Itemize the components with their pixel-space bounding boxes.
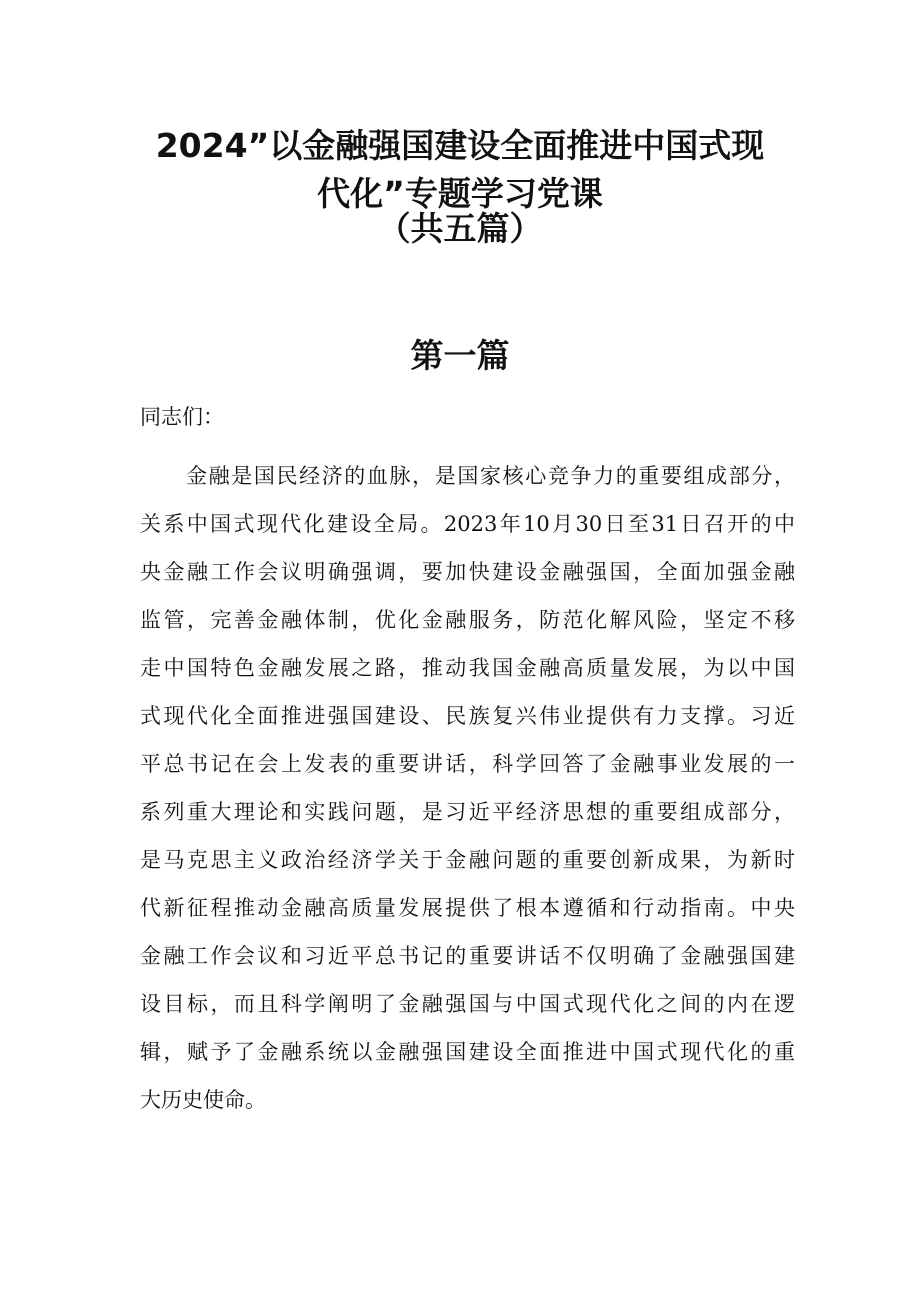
paragraph-line: 央金融工作会议明确强调，要加快建设金融强国，全面加强金融: [140, 560, 795, 584]
paragraph-line: 金融工作会议和习近平总书记的重要讲话不仅明确了金融强国建: [140, 944, 795, 968]
paragraph-line: 系列重大理论和实践问题，是习近平经济思想的重要组成部分，: [140, 800, 795, 824]
document-title-line-3: （共五篇）: [377, 209, 543, 248]
paragraph-line: 大历史使命。: [140, 1088, 266, 1112]
document-title-line-2: 代化”专题学习党课: [317, 174, 603, 213]
paragraph-line: 走中国特色金融发展之路，推动我国金融高质量发展，为以中国: [140, 656, 795, 680]
document-title-line-1: 2024”以金融强国建设全面推进中国式现: [155, 126, 765, 165]
paragraph-line: 辑，赋予了金融系统以金融强国建设全面推进中国式现代化的重: [140, 1040, 795, 1064]
greeting: 同志们：: [140, 405, 224, 429]
paragraph-line: 代新征程推动金融高质量发展提供了根本遵循和行动指南。中央: [140, 896, 795, 920]
paragraph-line: 设目标，而且科学阐明了金融强国与中国式现代化之间的内在逻: [140, 992, 795, 1016]
paragraph-line: 监管，完善金融体制，优化金融服务，防范化解风险，坚定不移: [140, 608, 795, 632]
paragraph-line: 是马克思主义政治经济学关于金融问题的重要创新成果，为新时: [140, 848, 795, 872]
paragraph-line: 关系中国式现代化建设全局。2023年10月30日至31日召开的中: [140, 512, 795, 536]
chapter-heading: 第一篇: [410, 336, 510, 375]
paragraph-line: 平总书记在会上发表的重要讲话，科学回答了金融事业发展的一: [140, 752, 795, 776]
paragraph-line: 式现代化全面推进强国建设、民族复兴伟业提供有力支撑。习近: [140, 704, 795, 728]
paragraph-line: 金融是国民经济的血脉，是国家核心竞争力的重要组成部分，: [186, 464, 795, 488]
